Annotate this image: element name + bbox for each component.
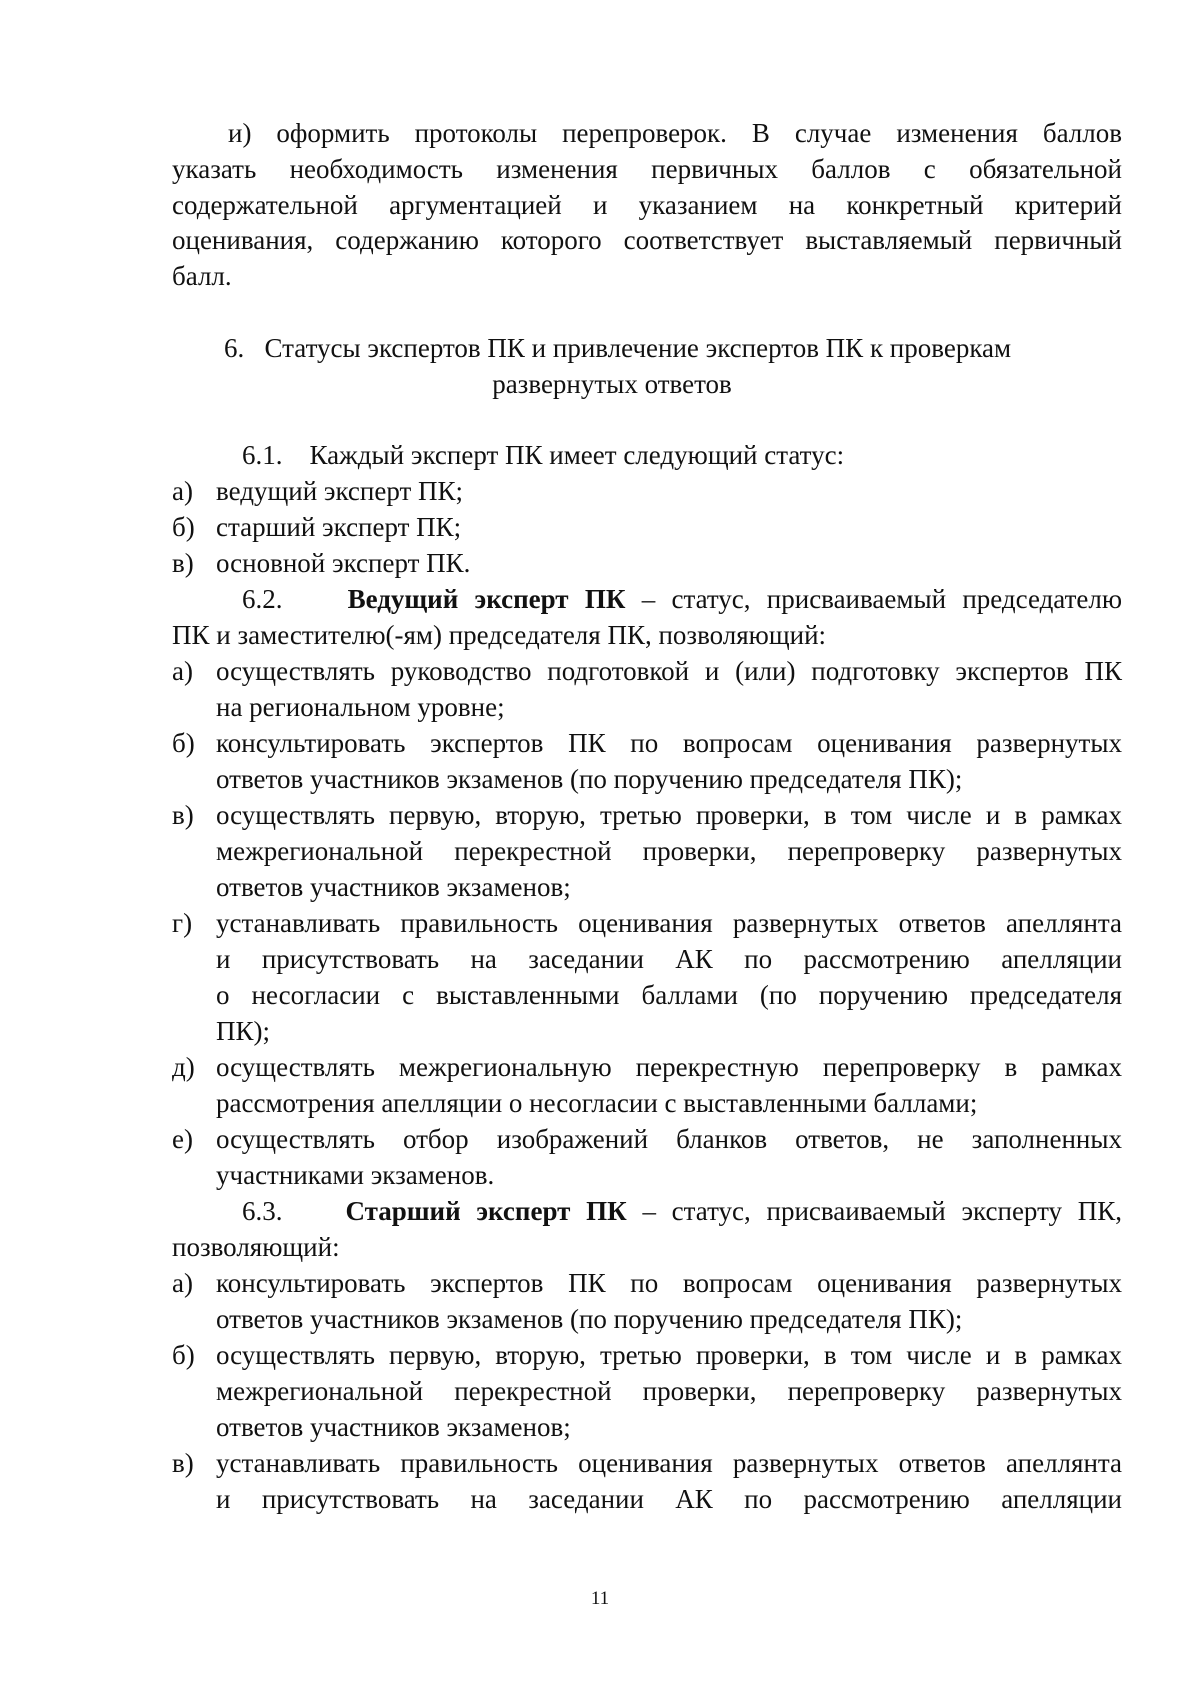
p62-item-a-cont: на региональном уровне;	[216, 692, 505, 722]
list-item-text: осуществлять первую, вторую, третью проверки, в том числе и в рамках	[216, 1340, 1122, 1370]
p63-item-b	[172, 1337, 1122, 1374]
list-item-text: осуществлять первую, вторую, третью проверки, в том числе и в рамках	[216, 800, 1122, 830]
p63-term: Старший эксперт ПК	[345, 1196, 627, 1226]
list-marker: в)	[172, 1448, 194, 1478]
p62-lead	[242, 581, 1122, 618]
p62-term: Ведущий эксперт ПК	[347, 584, 626, 614]
p62-item-e-cont: участниками экзаменов.	[216, 1160, 495, 1190]
p63-item-v	[172, 1445, 1122, 1482]
p62-item-d-cont: рассмотрения апелляции о несогласии с выставленными баллами;	[216, 1088, 978, 1118]
p62-item-g-cont-1: и присутствовать на заседании АК по рассмотрению апелляции	[216, 944, 1122, 974]
p62-item-g-cont-2: о несогласии с выставленными баллами (по поручению председателя	[216, 980, 1122, 1010]
p62-item-b	[172, 725, 1122, 762]
p62-item-v	[172, 797, 1122, 834]
list-item-text: основной эксперт ПК.	[216, 548, 471, 578]
section-6-title: 6. Статусы экспертов ПК и привлечение экспертов ПК к проверкам	[224, 333, 1012, 363]
p62-item-v-cont-1: межрегиональной перекрестной проверки, перепроверку развернутых	[216, 836, 1122, 866]
p62-item-d	[172, 1049, 1122, 1086]
list-marker: а)	[172, 1268, 193, 1298]
p62-item-g	[172, 905, 1122, 942]
p61-item-a	[172, 473, 1122, 510]
page-number: 11	[590, 1588, 610, 1609]
list-marker: б)	[172, 1340, 195, 1370]
p61-item-b	[172, 509, 1122, 546]
p63-line-2: позволяющий:	[172, 1232, 340, 1262]
p63-item-b-cont-2: ответов участников экзаменов;	[216, 1412, 571, 1442]
list-item-text: осуществлять отбор изображений бланков ответов, не заполненных	[216, 1124, 1122, 1154]
p62-number: 6.2.	[242, 584, 283, 614]
list-marker: в)	[172, 800, 194, 830]
list-marker: г)	[172, 908, 193, 938]
list-item-text: устанавливать правильность оценивания развернутых ответов апеллянта	[216, 1448, 1122, 1478]
list-marker: в)	[172, 548, 194, 578]
p63-lead	[242, 1193, 1122, 1230]
para-i-line-1: и) оформить протоколы перепроверок. В случае изменения баллов	[228, 118, 1122, 148]
para-i-line-3: содержательной аргументацией и указанием на конкретный критерий	[172, 190, 1122, 220]
p62-rest: – статус, присваиваемый председателю	[641, 584, 1123, 614]
list-marker: б)	[172, 728, 195, 758]
p62-item-v-cont-2: ответов участников экзаменов;	[216, 872, 571, 902]
para-i-line-4: оценивания, содержанию которого соответствует выставляемый первичный	[172, 225, 1122, 255]
p63-number: 6.3.	[242, 1196, 283, 1226]
list-item-text: осуществлять межрегиональную перекрестную перепроверку в рамках	[216, 1052, 1122, 1082]
p62-item-a	[172, 653, 1122, 690]
list-item-text: ведущий эксперт ПК;	[216, 476, 464, 506]
list-marker: а)	[172, 656, 193, 686]
p62-item-e	[172, 1121, 1122, 1158]
p62-item-b-cont: ответов участников экзаменов (по поручению председателя ПК);	[216, 764, 963, 794]
list-item-text: устанавливать правильность оценивания развернутых ответов апеллянта	[216, 908, 1122, 938]
list-marker: е)	[172, 1124, 193, 1154]
list-marker: б)	[172, 512, 195, 542]
p62-item-g-cont-3: ПК);	[216, 1016, 270, 1046]
p62-line-2: ПК и заместителю(-ям) председателя ПК, позволяющий:	[172, 620, 827, 650]
para-i-line-2: указать необходимость изменения первичных баллов с обязательной	[172, 154, 1122, 184]
p63-item-a-cont: ответов участников экзаменов (по поручению председателя ПК);	[216, 1304, 963, 1334]
section-6-title-continued: развернутых ответов	[492, 369, 732, 399]
list-item-text: старший эксперт ПК;	[216, 512, 462, 542]
p63-item-a	[172, 1265, 1122, 1302]
para-i-line-5: балл.	[172, 261, 232, 291]
p63-rest: – статус, присваиваемый эксперту ПК,	[642, 1196, 1123, 1226]
p63-item-v-cont: и присутствовать на заседании АК по рассмотрению апелляции	[216, 1484, 1122, 1514]
list-marker: д)	[172, 1052, 195, 1082]
p61-lead: 6.1. Каждый эксперт ПК имеет следующий статус:	[242, 440, 845, 470]
p63-item-b-cont-1: межрегиональной перекрестной проверки, перепроверку развернутых	[216, 1376, 1122, 1406]
list-marker: а)	[172, 476, 193, 506]
list-item-text: консультировать экспертов ПК по вопросам оценивания развернутых	[216, 728, 1122, 758]
p61-item-v	[172, 545, 1122, 582]
list-item-text: осуществлять руководство подготовкой и (или) подготовку экспертов ПК	[216, 656, 1122, 686]
list-item-text: консультировать экспертов ПК по вопросам оценивания развернутых	[216, 1268, 1122, 1298]
